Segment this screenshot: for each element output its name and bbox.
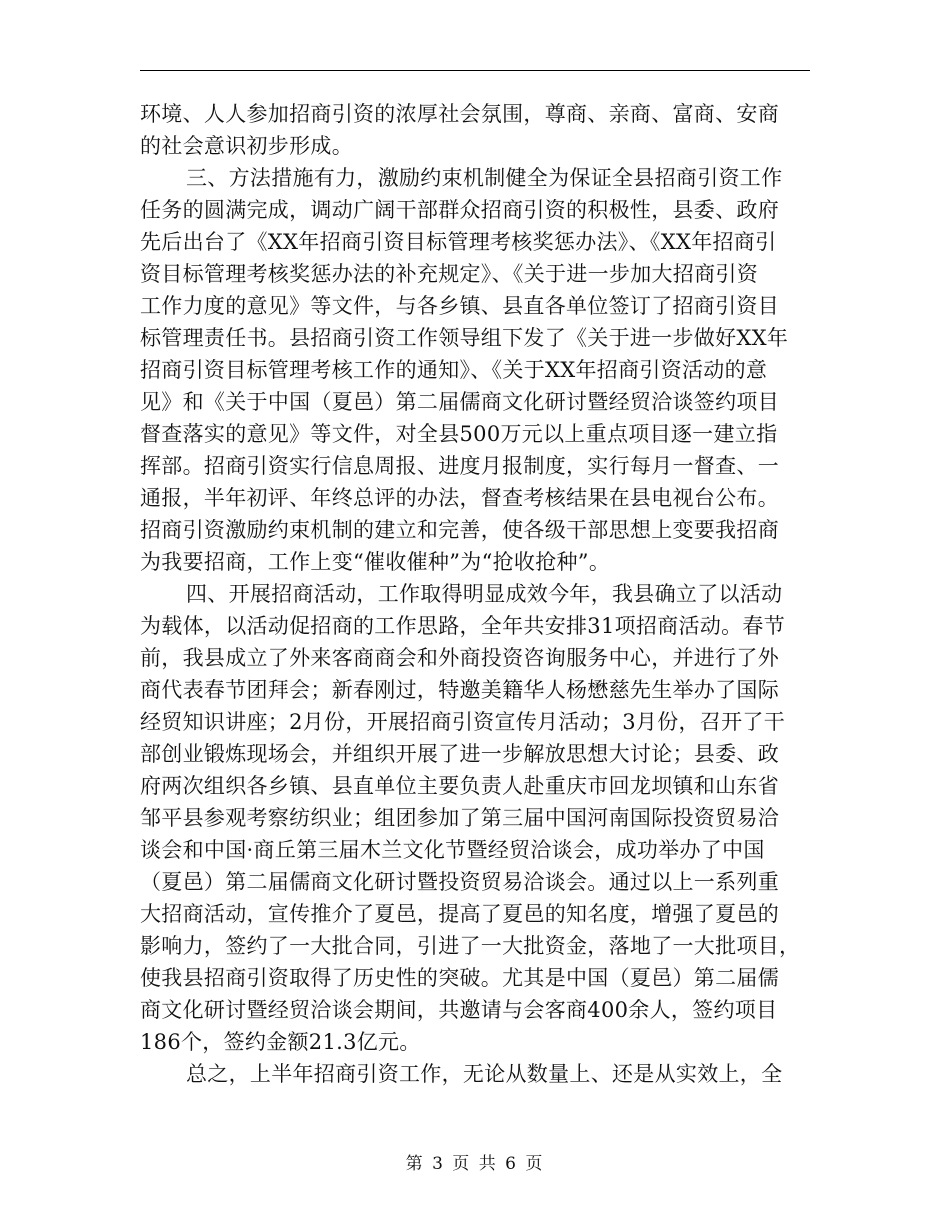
text-line: 商代表春节团拜会；新春刚过，特邀美籍华人杨懋慈先生举办了国际 — [140, 678, 779, 702]
page-number-footer: 第 3 页 共 6 页 — [405, 1154, 545, 1174]
paragraph-first-line: 三、方法措施有力，激励约束机制健全为保证全县招商引资工作 — [186, 166, 783, 190]
paragraph-first-line: 总之，上半年招商引资工作，无论从数量上、还是从实效上，全 — [186, 1062, 783, 1086]
text-line: 挥部。招商引资实行信息周报、进度月报制度，实行每月一督查、一 — [140, 454, 779, 478]
text-line: 谈会和中国·商丘第三届木兰文化节暨经贸洽谈会，成功举办了中国 — [140, 838, 765, 862]
text-line: 标管理责任书。县招商引资工作领导组下发了《关于进一步做好XX年 — [140, 326, 789, 350]
text-line: 前，我县成立了外来客商商会和外商投资咨询服务中心，并进行了外 — [140, 646, 779, 670]
text-line: 邹平县参观考察纺织业；组团参加了第三届中国河南国际投资贸易洽 — [140, 806, 779, 830]
text-line: 的社会意识初步形成。 — [140, 134, 353, 158]
text-line: 先后出台了《XX年招商引资目标管理考核奖惩办法》、《XX年招商引 — [140, 230, 777, 254]
document-body — [140, 98, 800, 1090]
text-line: 资目标管理考核奖惩办法的补充规定》、《关于进一步加大招商引资 — [140, 262, 758, 286]
text-line: 为我要招商，工作上变“催收催种”为“抢收抢种”。 — [140, 550, 611, 574]
text-line: 通报，半年初评、年终总评的办法，督查考核结果在县电视台公布。 — [140, 486, 779, 510]
text-line: 见》和《关于中国（夏邑）第二届儒商文化研讨暨经贸洽谈签约项目 — [140, 390, 779, 414]
paragraph-first-line: 四、开展招商活动，工作取得明显成效今年，我县确立了以活动 — [186, 582, 783, 606]
text-line: （夏邑）第二届儒商文化研讨暨投资贸易洽谈会。通过以上一系列重 — [140, 870, 779, 894]
text-line: 商文化研讨暨经贸洽谈会期间，共邀请与会客商400余人，签约项目 — [140, 998, 778, 1022]
text-line: 招商引资目标管理考核工作的通知》、《关于XX年招商引资活动的意 — [140, 358, 768, 382]
text-line: 府两次组织各乡镇、县直单位主要负责人赴重庆市回龙坝镇和山东省 — [140, 774, 779, 798]
text-line: 招商引资激励约束机制的建立和完善，使各级干部思想上变要我招商 — [140, 518, 779, 542]
text-line: 大招商活动，宣传推介了夏邑，提高了夏邑的知名度，增强了夏邑的 — [140, 902, 779, 926]
text-line: 经贸知识讲座；2月份，开展招商引资宣传月活动；3月份，召开了干 — [140, 710, 786, 734]
header-rule — [140, 70, 810, 71]
text-line: 186个，签约金额21.3亿元。 — [140, 1030, 421, 1054]
text-line: 影响力，签约了一大批合同，引进了一大批资金，落地了一大批项目， — [140, 934, 801, 958]
text-line: 使我县招商引资取得了历史性的突破。尤其是中国（夏邑）第二届儒 — [140, 966, 779, 990]
text-line: 为载体，以活动促招商的工作思路，全年共安排31项招商活动。春节 — [140, 614, 786, 638]
text-line: 部创业锻炼现场会，并组织开展了进一步解放思想大讨论；县委、政 — [140, 742, 779, 766]
text-line: 环境、人人参加招商引资的浓厚社会氛围，尊商、亲商、富商、安商 — [140, 102, 779, 126]
text-line: 任务的圆满完成，调动广阔干部群众招商引资的积极性，县委、政府 — [140, 198, 779, 222]
text-line: 工作力度的意见》等文件，与各乡镇、县直各单位签订了招商引资目 — [140, 294, 779, 318]
text-line: 督查落实的意见》等文件，对全县500万元以上重点项目逐一建立指 — [140, 422, 778, 446]
